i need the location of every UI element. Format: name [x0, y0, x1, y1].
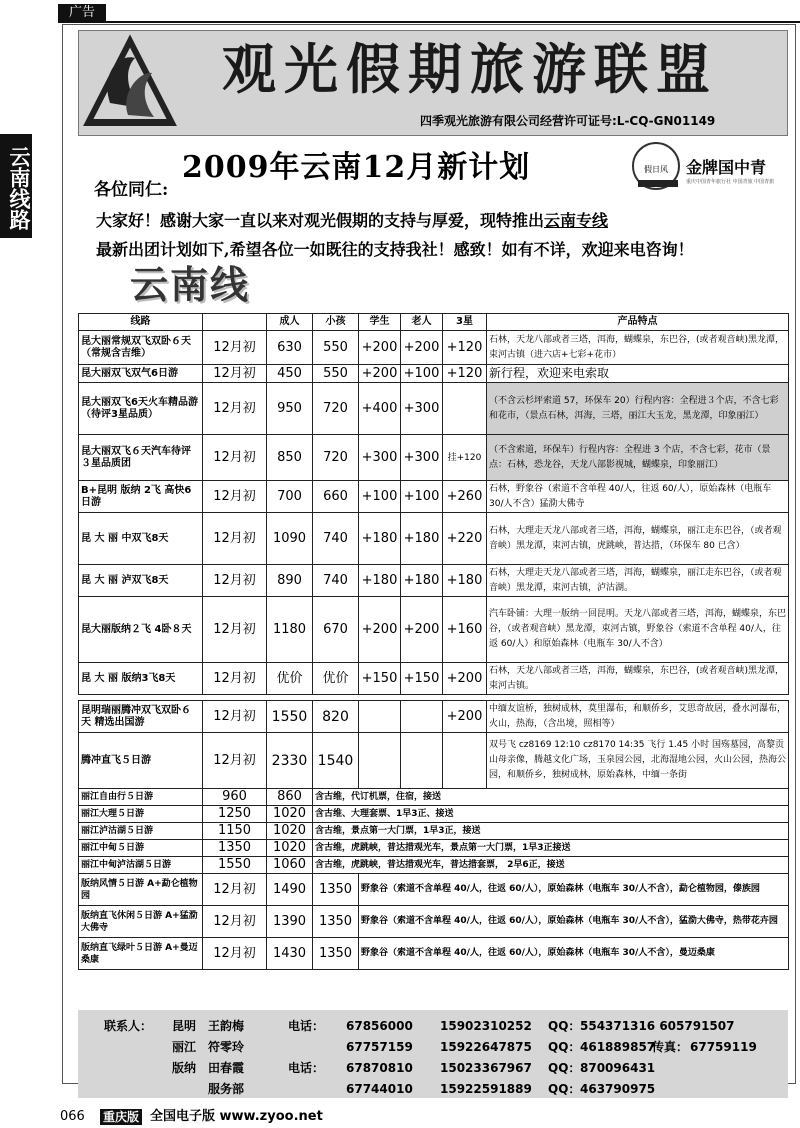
student-price-cell: +180 — [359, 565, 401, 597]
child-price-cell: 1060 — [267, 857, 313, 874]
date-cell: 12月初 — [203, 383, 267, 435]
star3-price-cell — [443, 733, 487, 789]
features-cell: 野象谷（索道不含单程 40/人，往返 60/人），原始森林（电瓶车 30/人不含），猛泐大佛寺，热带花卉园 — [359, 906, 789, 938]
senior-price-cell: +100 — [401, 481, 443, 513]
child-price-cell: 1020 — [267, 840, 313, 857]
features-cell: 含古维、大理套票、1早3正、接送 — [313, 806, 789, 823]
adult-price-cell: 1150 — [203, 823, 267, 840]
date-cell: 12月初 — [203, 365, 267, 383]
student-price-cell: +200 — [359, 365, 401, 383]
contact-mobile[interactable]: 15922647875 — [440, 1040, 532, 1054]
adult-price-cell: 1390 — [267, 906, 313, 938]
senior-price-cell: +300 — [401, 435, 443, 481]
adult-price-cell: 1430 — [267, 938, 313, 970]
contact-phone[interactable]: 67757159 — [346, 1040, 413, 1054]
adult-price-cell: 2330 — [267, 733, 313, 789]
intro-line-1 — [96, 206, 786, 235]
table-header-row — [79, 314, 789, 331]
ad-tag: 广告 — [58, 4, 106, 21]
date-cell: 12月初 — [203, 733, 267, 789]
route-heading: 云南线 — [130, 262, 251, 307]
child-price-cell: 670 — [313, 597, 359, 663]
features-cell: 石林，野象谷（索道不含单程 40/人，往返 60/人），原始森林（电瓶车 30/人不含）猛泐大佛寺 — [487, 481, 789, 513]
table-row[interactable] — [79, 874, 789, 906]
adult-price-cell: 890 — [267, 565, 313, 597]
contact-qq[interactable]: 463790975 — [580, 1082, 656, 1096]
table-row[interactable] — [79, 513, 789, 565]
table-row[interactable] — [79, 906, 789, 938]
adult-price-cell: 1180 — [267, 597, 313, 663]
senior-price-cell — [401, 701, 443, 733]
adult-price-cell: 1250 — [203, 806, 267, 823]
features-cell: 新行程，欢迎来电索取 — [487, 365, 789, 383]
table-row[interactable] — [79, 789, 789, 806]
date-cell: 12月初 — [203, 663, 267, 695]
intro-line-2: 最新出团计划如下,希望各位一如既往的支持我社！感致！如有不详，欢迎来电咨询！ — [96, 240, 694, 259]
table-row[interactable] — [79, 857, 789, 874]
phone-label: 电话： — [288, 1061, 325, 1075]
table-header-cell: 成人 — [267, 314, 313, 331]
star3-price-cell: +200 — [443, 663, 487, 695]
child-price-cell: 1020 — [267, 806, 313, 823]
table-header-cell: 线路 — [79, 314, 203, 331]
child-price-cell: 550 — [313, 365, 359, 383]
table-row[interactable] — [79, 938, 789, 970]
adult-price-cell: 1350 — [203, 840, 267, 857]
adult-price-cell: 1090 — [267, 513, 313, 565]
star3-price-cell: +180 — [443, 565, 487, 597]
adult-price-cell: 1550 — [267, 701, 313, 733]
route-cell: 腾冲直飞５日游 — [79, 733, 203, 789]
student-price-cell: +180 — [359, 513, 401, 565]
senior-price-cell: +180 — [401, 513, 443, 565]
holiday-badge-icon: 假日风 — [632, 142, 680, 190]
star3-price-cell — [443, 383, 487, 435]
brand-logo-icon — [80, 33, 180, 131]
features-cell: 含古维，景点第一大门票，1早3正，接送 — [313, 823, 789, 840]
senior-price-cell — [401, 733, 443, 789]
features-cell: 石林，天龙八部或者三塔，洱海，蝴蝶泉，东巴谷，(或者观音峡)黑龙潭，束河古镇（进六店+七彩+花市） — [487, 331, 789, 365]
route-cell: 版纳风情５日游 A+勐仑植物园 — [79, 874, 203, 906]
table-row[interactable] — [79, 840, 789, 857]
child-price-cell: 1350 — [313, 906, 359, 938]
features-cell: 中缅友谊桥，独树成林，莫里瀑布，和顺侨乡，艾思奇故居，叠水河瀑布，火山，热海，（含出境，照相等） — [487, 701, 789, 733]
qq-label: QQ： — [548, 1082, 581, 1096]
route-cell: 昆 大 丽 泸双飞8天 — [79, 565, 203, 597]
route-cell: B+昆明 版纳 2飞 高快6日游 — [79, 481, 203, 513]
route-cell: 版纳直飞休闲５日游 A+猛泐大佛寺 — [79, 906, 203, 938]
student-price-cell: +150 — [359, 663, 401, 695]
contact-mobile[interactable]: 15922591889 — [440, 1082, 532, 1096]
qq-label: QQ： — [548, 1019, 581, 1033]
table-row[interactable] — [79, 481, 789, 513]
cyts-badge: 金牌国中青 — [686, 158, 767, 177]
star3-price-cell: +120 — [443, 331, 487, 365]
phone-label: 电话： — [288, 1019, 325, 1033]
table-header-cell: 老人 — [401, 314, 443, 331]
child-price-cell: 1350 — [313, 874, 359, 906]
child-price-cell: 660 — [313, 481, 359, 513]
student-price-cell: +100 — [359, 481, 401, 513]
features-cell: 含古维，代订机票，住宿，接送 — [313, 789, 789, 806]
contact-mobile[interactable]: 15902310252 — [440, 1019, 532, 1033]
date-cell: 12月初 — [203, 906, 267, 938]
table-row[interactable] — [79, 331, 789, 365]
route-cell: 昆大丽版纳２飞 4卧８天 — [79, 597, 203, 663]
child-price-cell: 720 — [313, 435, 359, 481]
date-cell: 12月初 — [203, 435, 267, 481]
student-price-cell: +200 — [359, 331, 401, 365]
date-cell: 12月初 — [203, 565, 267, 597]
star3-price-cell: +200 — [443, 701, 487, 733]
student-price-cell: +300 — [359, 435, 401, 481]
child-price-cell: 优价 — [313, 663, 359, 695]
top-rule — [58, 21, 800, 23]
contact-city: 丽江 — [172, 1040, 197, 1054]
contacts-label: 联系人： — [104, 1019, 153, 1033]
table-header-cell — [203, 314, 267, 331]
table-row[interactable] — [79, 365, 789, 383]
contact-name: 王韵梅 — [208, 1019, 245, 1033]
date-cell: 12月初 — [203, 481, 267, 513]
brand-name: 观光假期旅游联盟 — [222, 37, 718, 101]
date-cell: 12月初 — [203, 938, 267, 970]
star3-price-cell: +160 — [443, 597, 487, 663]
route-cell: 昆大丽双飞６天汽车待评３星品质团 — [79, 435, 203, 481]
page-number: 066 — [60, 1109, 85, 1124]
route-cell: 丽江中甸５日游 — [79, 840, 203, 857]
star3-price-cell: 挂+120 — [443, 435, 487, 481]
side-tab-yunnan[interactable]: 云南线路 — [0, 134, 32, 238]
route-cell: 丽江自由行５日游 — [79, 789, 203, 806]
features-cell: （不含云杉坪索道 57，环保车 20）行程内容：全程进３个店，不含七彩和花市，（景点石林，洱海，三塔，丽江大玉龙，黑龙潭，印象丽江） — [487, 383, 789, 435]
contact-qq[interactable]: 461889857 — [580, 1040, 656, 1054]
contact-qq[interactable]: 554371316 605791507 — [580, 1019, 735, 1033]
route-cell: 版纳直飞绿叶５日游 A+曼迈桑康 — [79, 938, 203, 970]
qq-label: QQ： — [548, 1061, 581, 1075]
intro-highlight: 云南专线 — [544, 211, 609, 230]
table-row[interactable] — [79, 383, 789, 435]
intro-line-1-prefix: 大家好！感谢大家一直以来对观光假期的支持与厚爱，现特推出 — [96, 211, 545, 230]
route-cell: 昆大丽常规双飞双卧６天（常规含吉维） — [79, 331, 203, 365]
route-cell: 昆大丽双飞双气6日游 — [79, 365, 203, 383]
table-header-cell: 小孩 — [313, 314, 359, 331]
child-price-cell: 740 — [313, 513, 359, 565]
features-cell: 野象谷（索道不含单程 40/人，往返 60/人），原始森林（电瓶车 30/人不含），勐仑植物园，傣族园 — [359, 874, 789, 906]
adult-price-cell: 950 — [267, 383, 313, 435]
route-cell: 昆大丽双飞6天火车精品游（待评3星品质） — [79, 383, 203, 435]
route-cell: 昆 大 丽 中双飞8天 — [79, 513, 203, 565]
student-price-cell — [359, 701, 401, 733]
date-cell: 12月初 — [203, 701, 267, 733]
route-cell: 丽江中甸泸沽湖５日游 — [79, 857, 203, 874]
table-row[interactable] — [79, 565, 789, 597]
cyts-badge-sub: 重庆中国青年旅行社 中国青旅 中国青旅 — [686, 179, 775, 185]
contact-name: 符零玲 — [208, 1040, 245, 1054]
contact-phone[interactable]: 67856000 — [346, 1019, 413, 1033]
child-price-cell: 1020 — [267, 823, 313, 840]
tour-table — [78, 313, 789, 970]
child-price-cell: 1350 — [313, 938, 359, 970]
star3-price-cell: +260 — [443, 481, 487, 513]
table-row[interactable] — [79, 823, 789, 840]
senior-price-cell: +180 — [401, 565, 443, 597]
adult-price-cell: 630 — [267, 331, 313, 365]
senior-price-cell: +200 — [401, 597, 443, 663]
contact-phone[interactable]: 67744010 — [346, 1082, 413, 1096]
child-price-cell: 740 — [313, 565, 359, 597]
date-cell: 12月初 — [203, 597, 267, 663]
contact-name: 田春霞 — [208, 1061, 245, 1075]
edition-label: 重庆版 — [100, 1109, 142, 1125]
site-link[interactable]: 全国电子版 www.zyoo.net — [150, 1109, 323, 1124]
greeting: 各位同仁: — [94, 180, 169, 200]
star3-price-cell: +120 — [443, 365, 487, 383]
child-price-cell: 550 — [313, 331, 359, 365]
child-price-cell: 820 — [313, 701, 359, 733]
child-price-cell: 1540 — [313, 733, 359, 789]
student-price-cell: +200 — [359, 597, 401, 663]
date-cell: 12月初 — [203, 331, 267, 365]
table-row[interactable] — [79, 663, 789, 695]
features-cell: 双号飞 cz8169 12:10 cz8170 14:35 飞行 1.45 小时 国殇墓园，高黎贡山母亲像，腾越文化广场，玉泉园公园，北海湿地公园，火山公园，热海公园，和顺侨乡，独树成林，原始森林，中缅一条街 — [487, 733, 789, 789]
student-price-cell: +400 — [359, 383, 401, 435]
table-row[interactable] — [79, 806, 789, 823]
contact-mobile[interactable]: 15023367967 — [440, 1061, 532, 1075]
adult-price-cell: 1550 — [203, 857, 267, 874]
features-cell: 石林，大理走天龙八部或者三塔，洱海，蝴蝶泉，丽江走东巴谷，（或者观音峡）黑龙潭，束河古镇，泸沽湖。 — [487, 565, 789, 597]
qq-label: QQ： — [548, 1040, 581, 1054]
senior-price-cell: +100 — [401, 365, 443, 383]
fax-label: 传真： — [652, 1040, 689, 1054]
adult-price-cell: 960 — [203, 789, 267, 806]
license-number: 四季观光旅游有限公司经营许可证号:L-CQ-GN01149 — [420, 114, 716, 128]
features-cell: 含古维，虎跳峡，普达措观光车，普达措套票， 2早6正，接送 — [313, 857, 789, 874]
features-cell: 石林，天龙八部或者三塔，洱海，蝴蝶泉，东巴谷，(或者观音峡)黑龙潭，束河古镇。 — [487, 663, 789, 695]
table-row[interactable] — [79, 597, 789, 663]
contact-qq[interactable]: 870096431 — [580, 1061, 656, 1075]
route-cell: 昆明瑞丽腾冲双飞双卧６天 精选出国游 — [79, 701, 203, 733]
features-cell: 含古维，虎跳峡，普达措观光车，景点第一大门票，1早3正接送 — [313, 840, 789, 857]
contact-city: 昆明 — [172, 1019, 197, 1033]
table-row[interactable] — [79, 435, 789, 481]
senior-price-cell: +200 — [401, 331, 443, 365]
senior-price-cell: +150 — [401, 663, 443, 695]
star3-price-cell: +220 — [443, 513, 487, 565]
adult-price-cell: 1490 — [267, 874, 313, 906]
table-header-cell: 学生 — [359, 314, 401, 331]
adult-price-cell: 450 — [267, 365, 313, 383]
contact-fax[interactable]: 67759119 — [690, 1040, 757, 1054]
student-price-cell — [359, 733, 401, 789]
date-cell: 12月初 — [203, 513, 267, 565]
contact-name: 服务部 — [208, 1082, 245, 1096]
features-cell: 野象谷（索道不含单程 40/人，往返 60/人），原始森林（电瓶车 30/人不含），曼迈桑康 — [359, 938, 789, 970]
features-cell: 汽车卧铺：大理一版纳一回昆明。天龙八部或者三塔，洱海，蝴蝶泉，东巴谷，（或者观音峡）黑龙潭，束河古镇，野象谷（索道不含单程 40/人，往返 60/人）和原始森林（电瓶车 30/人不含） — [487, 597, 789, 663]
table-row[interactable] — [79, 701, 789, 733]
senior-price-cell: +300 — [401, 383, 443, 435]
child-price-cell: 720 — [313, 383, 359, 435]
adult-price-cell: 850 — [267, 435, 313, 481]
route-cell: 丽江大理５日游 — [79, 806, 203, 823]
route-cell: 丽江泸沽湖５日游 — [79, 823, 203, 840]
features-cell: 石林，大理走天龙八部或者三塔，洱海，蝴蝶泉，丽江走东巴谷，（或者观音峡）黑龙潭，束河古镇，虎跳峡，普达措，（环保车 80 已含） — [487, 513, 789, 565]
intro-text — [96, 206, 786, 264]
date-cell: 12月初 — [203, 874, 267, 906]
contact-city: 版纳 — [172, 1061, 197, 1075]
table-header-cell: 3星 — [443, 314, 487, 331]
table-row[interactable] — [79, 733, 789, 789]
route-cell: 昆 大 丽 版纳3飞8天 — [79, 663, 203, 695]
contact-phone[interactable]: 67870810 — [346, 1061, 413, 1075]
table-header-cell: 产品特点 — [487, 314, 789, 331]
features-cell: （不含索道，环保车）行程内容：全程进 3 个店，不含七彩，花市（景点：石林，恐龙谷，天龙八部影视城，蝴蝶泉，印象丽江） — [487, 435, 789, 481]
adult-price-cell: 优价 — [267, 663, 313, 695]
holiday-badge-bar — [638, 180, 678, 187]
adult-price-cell: 700 — [267, 481, 313, 513]
plan-title: 2009年云南12月新计划 — [182, 150, 531, 185]
child-price-cell: 860 — [267, 789, 313, 806]
